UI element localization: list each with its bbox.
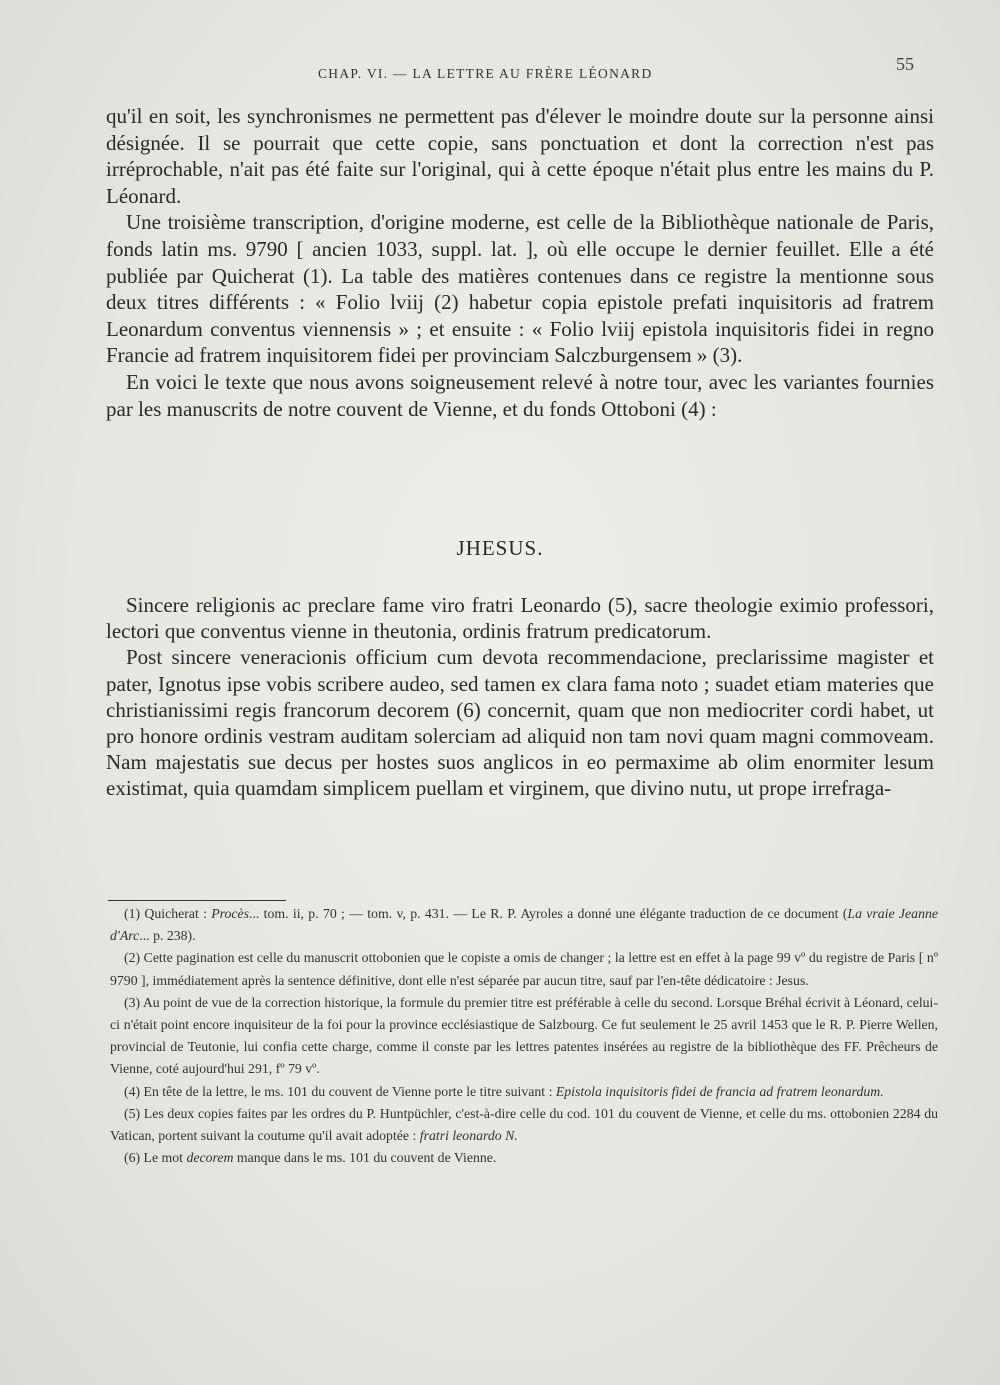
intro-paragraph-1: qu'il en soit, les synchronismes ne permettent pas d'élever le moindre doute sur la personne ainsi désignée. Il se pourrait que cette copie, sans ponctuation et dont la correction n'est pas irréprochable, n'ait pas été faite sur l'original, qui à cette époque n'était plus entre les mains du P. Léonard. xyxy=(106,104,934,208)
footnote-1-italic-2: La vraie Jeanne d'Arc xyxy=(110,906,938,944)
footnote-1 xyxy=(110,903,938,947)
footnote-1-text-2: ... tom. ii, p. 70 ; — tom. v, p. 431. — Le R. P. Ayroles a donné une élégante traduction de ce document ( xyxy=(249,906,848,921)
letter-text xyxy=(106,592,934,802)
letter-paragraph-1: Sincere religionis ac preclare fame viro fratri Leonardo (5), sacre theologie eximio professori, lectori que conventus vienne in theutonia, ordinis fratrum predicatorum. xyxy=(106,593,934,644)
footnote-rule xyxy=(108,900,286,901)
footnote-4 xyxy=(110,1081,938,1103)
intro-text xyxy=(106,103,934,422)
footnote-6-text-2: manque dans le ms. 101 du couvent de Vienne. xyxy=(233,1150,497,1166)
footnotes xyxy=(110,903,938,1169)
letter-heading: JHESUS. xyxy=(456,536,544,560)
footnote-4-italic: Epistola inquisitoris fidei de francia ad fratrem leonardum. xyxy=(555,1083,884,1099)
footnote-3: (3) Au point de vue de la correction historique, la formule du premier titre est préférable à celle du second. Lorsque Bréhal écrivit à Léonard, celui-ci n'était point encore inquisiteur de la foi pour la province ecclésiastique de Salzbourg. Ce fut seulement le 25 avril 1453 que le R. P. Pierre Wellen, provincial de Teutonie, lui confia cette charge, comme il conste par les lettres patentes insérées au registre de la bibliothèque des FF. Prêcheurs de Vienne, coté aujourd'hui 291, fº 79 vº. xyxy=(110,994,938,1077)
footnote-4-text: (4) En tête de la lettre, le ms. 101 du couvent de Vienne porte le titre suivant : xyxy=(124,1083,556,1099)
footnote-6-text: (6) Le mot xyxy=(124,1150,187,1166)
letter-paragraph-2: Post sincere veneracionis officium cum devota recommendacione, preclarissime magister et pater, Ignotus ipse vobis scribere audeo, sed tamen ex clara fama noto ; suadet etiam materies que christianissimi regis francorum decorem (6) concernit, quam que non mediocriter cordi habet, ut pro honore ordinis vestram auditam solerciam ad aliquid non tam novi quam magni commoveam. Nam majestatis sue decus per hostes suos anglicos in eo permaxime ab olim enormiter lesum existimat, quia quamdam simplicem puellam et virginem, que divino nutu, ut prope irrefraga- xyxy=(106,645,934,801)
footnote-2: (2) Cette pagination est celle du manuscrit ottobonien que le copiste a omis de changer ; la lettre est en effet à la page 99 vº du registre de Paris [ nº 9790 ], immédiatement après la sentence définitive, dont elle n'est séparée par aucun titre, sauf par l'en-tête dédicatoire : Jesus. xyxy=(110,950,938,988)
page-number: 55 xyxy=(896,54,914,74)
footnote-5-italic: fratri leonardo N. xyxy=(419,1128,518,1144)
footnote-1-italic: Procès xyxy=(211,906,250,921)
intro-paragraph-2: Une troisième transcription, d'origine moderne, est celle de la Bibliothèque nationale de Paris, fonds latin ms. 9790 [ ancien 1033, suppl. lat. ], où elle occupe le dernier feuillet. Elle a été publiée par Quicherat (1). La table des matières contenues dans ce registre la mentionne sous deux titres différents : « Folio lviij (2) habetur copia epistole prefati inquisitoris ad fratrem Leonardum conventus viennensis » ; et ensuite : « Folio lviij epistola inquisitoris fidei in regno Francie ad fratrem inquisitorem fidei per provinciam Salczburgensem » (3). xyxy=(106,210,934,368)
footnote-6-italic: decorem xyxy=(186,1150,234,1166)
footnote-1-text-3: ... p. 238). xyxy=(139,928,196,944)
footnote-6 xyxy=(110,1147,938,1169)
footnote-5-text: (5) Les deux copies faites par les ordres du P. Huntpüchler, c'est-à-dire celle du cod. 101 du couvent de Vienne, et celle du ms. ottobonien 2284 du Vatican, portent suivant la coutume qu'il avait adoptée : xyxy=(110,1105,938,1144)
footnote-1-text: (1) Quicherat : xyxy=(124,906,212,921)
running-header: CHAP. VI. — LA LETTRE AU FRÈRE LÉONARD xyxy=(318,66,653,81)
intro-paragraph-3: En voici le texte que nous avons soigneusement relevé à notre tour, avec les variantes fournies par les manuscrits de notre couvent de Vienne, et du fonds Ottoboni (4) : xyxy=(106,369,934,421)
footnote-5 xyxy=(110,1103,938,1147)
